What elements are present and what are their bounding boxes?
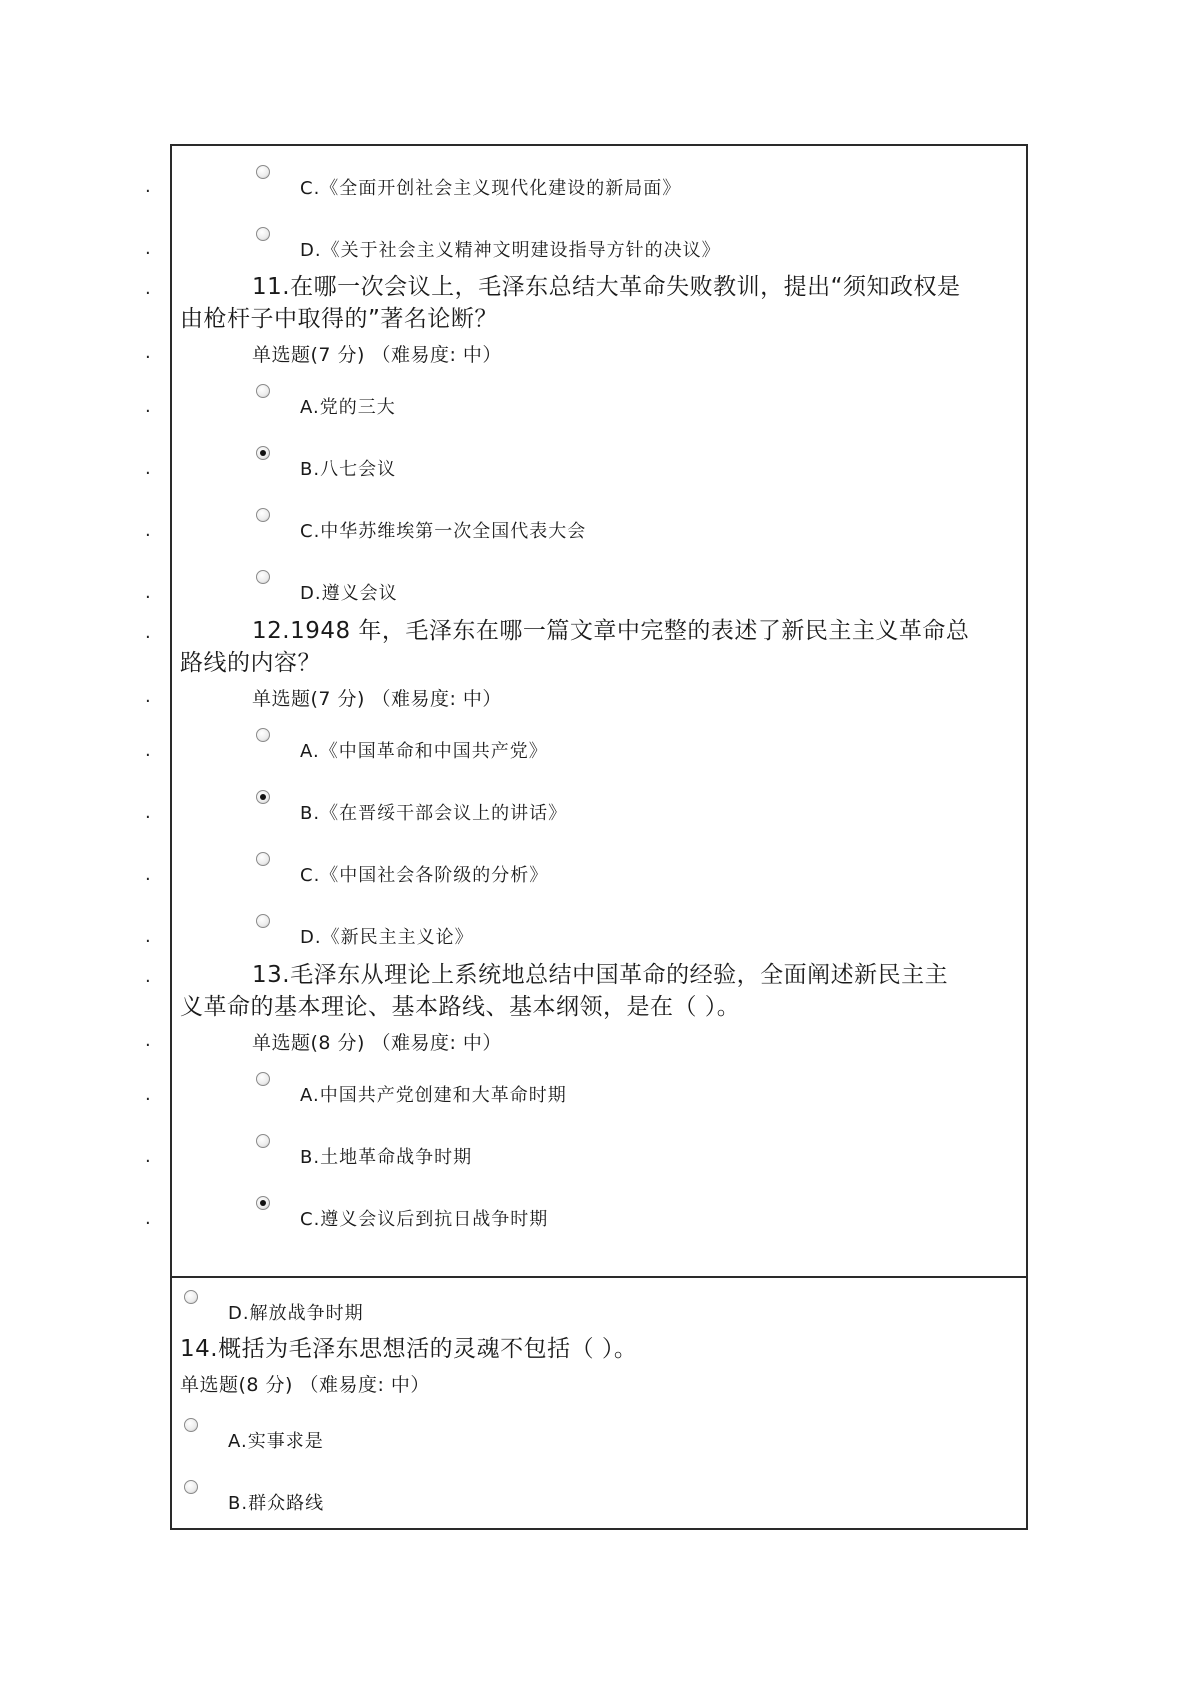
question-text: 义革命的基本理论、基本路线、基本纲领，是在（ ）。 xyxy=(180,994,741,1020)
option-label: D.《关于社会主义精神文明建设指导方针的决议》 xyxy=(300,240,721,261)
option-label: C.遵义会议后到抗日战争时期 xyxy=(300,1209,549,1230)
question-meta: 单选题(8 分) （难易度: 中） xyxy=(180,1374,430,1396)
option-label: A.党的三大 xyxy=(300,397,396,418)
radio-option-b[interactable] xyxy=(184,1480,198,1494)
option-label: D.解放战争时期 xyxy=(228,1303,364,1324)
bullet: . xyxy=(145,926,151,947)
question-text: 由枪杆子中取得的”著名论断？ xyxy=(180,306,498,332)
bullet: . xyxy=(145,740,151,761)
bullet: . xyxy=(145,582,151,603)
bullet: . xyxy=(145,802,151,823)
radio-option-b[interactable] xyxy=(256,446,270,460)
bullet: . xyxy=(145,686,151,707)
radio-option-c[interactable] xyxy=(256,508,270,522)
bullet: . xyxy=(145,278,151,299)
radio-option-c[interactable] xyxy=(256,1196,270,1210)
bullet: . xyxy=(145,966,151,987)
bullet: . xyxy=(145,1030,151,1051)
question-text: 12.1948 年，毛泽东在哪一篇文章中完整的表述了新民主主义革命总 xyxy=(252,618,970,644)
option-label: B.八七会议 xyxy=(300,459,397,480)
option-label: C.中华苏维埃第一次全国代表大会 xyxy=(300,521,587,542)
question-text: 13.毛泽东从理论上系统地总结中国革命的经验，全面阐述新民主主 xyxy=(252,962,949,988)
option-label: B.《在晋绥干部会议上的讲话》 xyxy=(300,803,568,824)
bullet: . xyxy=(145,1084,151,1105)
radio-option-prev-c[interactable] xyxy=(256,165,270,179)
bullet: . xyxy=(145,176,151,197)
bullet: . xyxy=(145,396,151,417)
option-label: B.土地革命战争时期 xyxy=(300,1147,473,1168)
question-meta: 单选题(7 分) （难易度: 中） xyxy=(252,344,502,366)
bullet: . xyxy=(145,1208,151,1229)
bullet: . xyxy=(145,342,151,363)
question-text: 11.在哪一次会议上，毛泽东总结大革命失败教训，提出“须知政权是 xyxy=(252,274,961,300)
option-label: B.群众路线 xyxy=(228,1493,325,1514)
radio-option-b[interactable] xyxy=(256,790,270,804)
question-meta: 单选题(7 分) （难易度: 中） xyxy=(252,688,502,710)
radio-option-a[interactable] xyxy=(256,384,270,398)
radio-option-d[interactable] xyxy=(256,570,270,584)
bullet: . xyxy=(145,622,151,643)
radio-option-a[interactable] xyxy=(184,1418,198,1432)
radio-option-prev-d[interactable] xyxy=(256,227,270,241)
option-label: D.《新民主主义论》 xyxy=(300,927,474,948)
bullet: . xyxy=(145,864,151,885)
bullet: . xyxy=(145,520,151,541)
radio-option-a[interactable] xyxy=(256,728,270,742)
option-label: A.《中国革命和中国共产党》 xyxy=(300,741,548,762)
option-label: D.遵义会议 xyxy=(300,583,398,604)
radio-option-c[interactable] xyxy=(256,852,270,866)
bullet: . xyxy=(145,238,151,259)
option-label: C.《全面开创社会主义现代化建设的新局面》 xyxy=(300,178,682,199)
option-label: C.《中国社会各阶级的分析》 xyxy=(300,865,549,886)
question-text: 路线的内容？ xyxy=(180,650,321,676)
question-meta: 单选题(8 分) （难易度: 中） xyxy=(252,1032,502,1054)
radio-option-b[interactable] xyxy=(256,1134,270,1148)
radio-option-d[interactable] xyxy=(256,914,270,928)
bullet: . xyxy=(145,1146,151,1167)
question-text: 14.概括为毛泽东思想活的灵魂不包括（ ）。 xyxy=(180,1336,638,1362)
option-label: A.中国共产党创建和大革命时期 xyxy=(300,1085,567,1106)
radio-option-d[interactable] xyxy=(184,1290,198,1304)
bullet: . xyxy=(145,458,151,479)
radio-option-a[interactable] xyxy=(256,1072,270,1086)
option-label: A.实事求是 xyxy=(228,1431,324,1452)
